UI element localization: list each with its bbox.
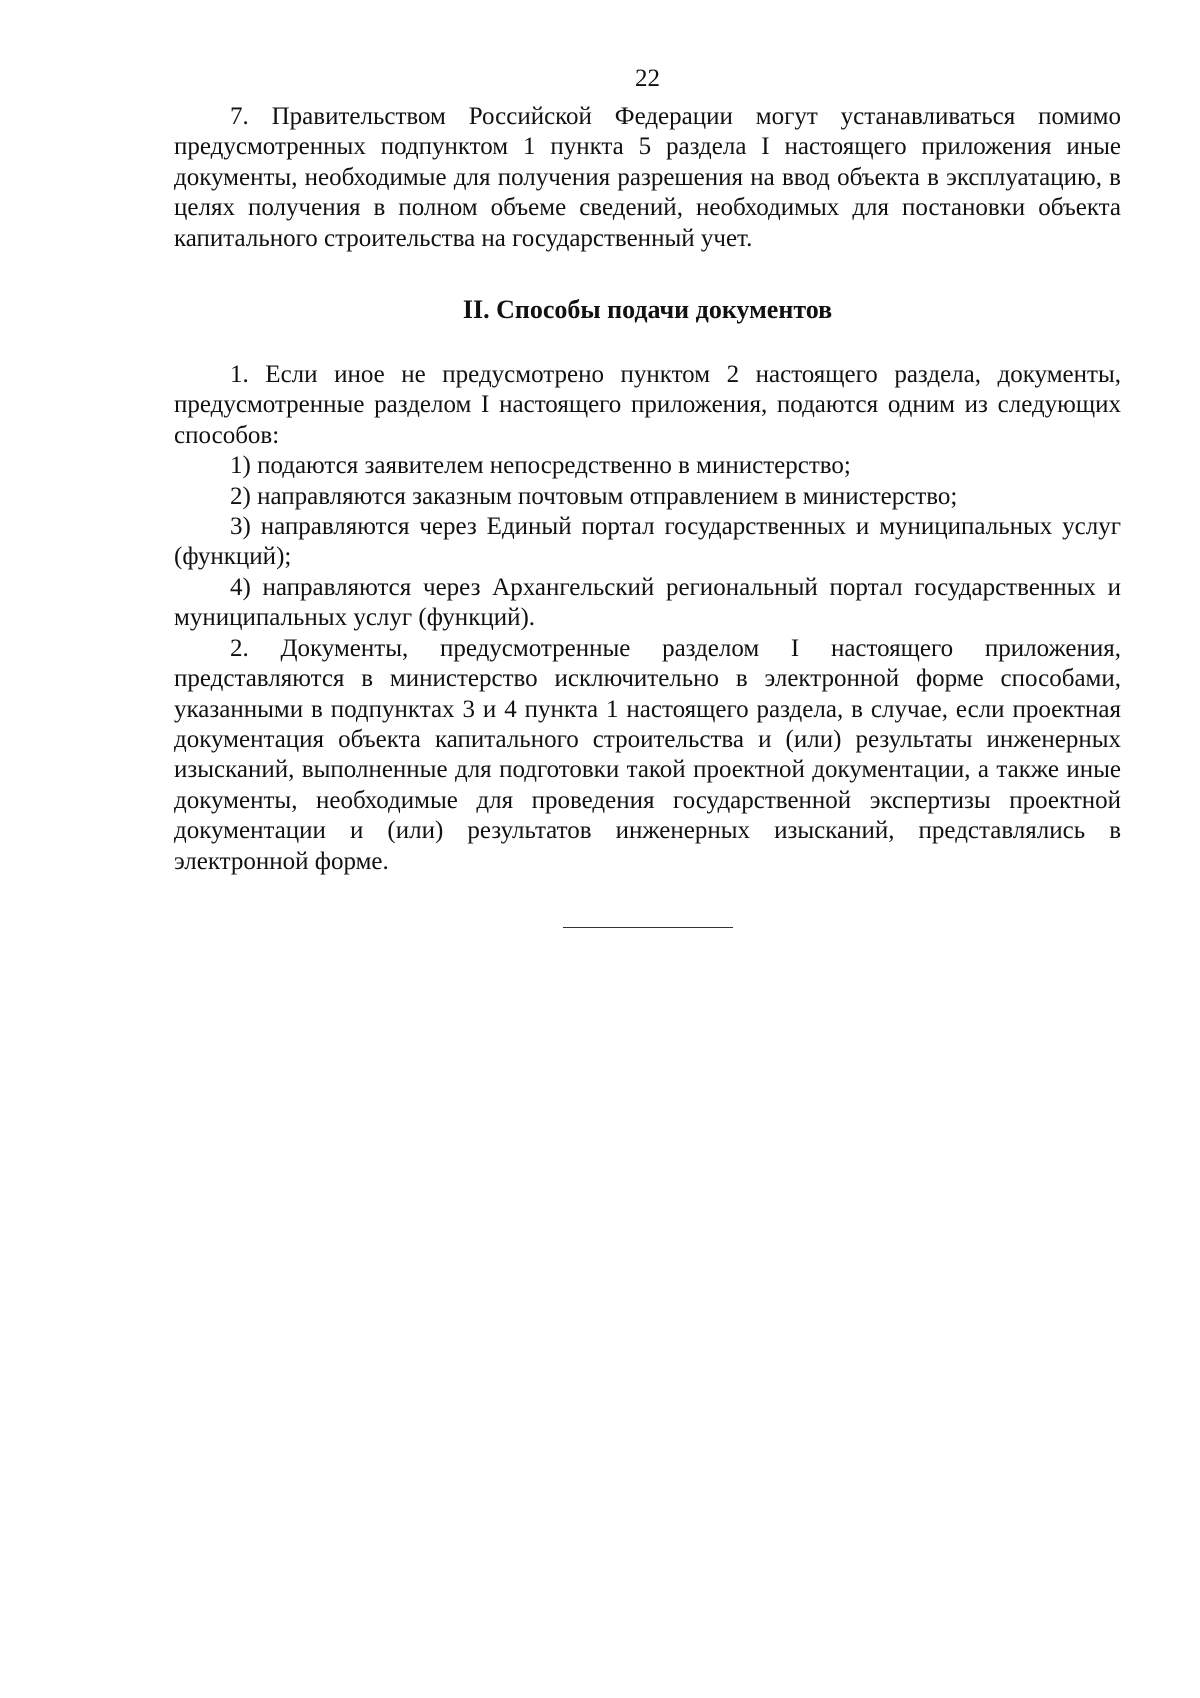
list-item-2: 2) направляются заказным почтовым отправлением в министерство;: [230, 482, 958, 510]
list-item-4: 4) направляются через Архангельский региональный портал государственных и муниципальных услуг (функций).: [174, 573, 1121, 632]
page-number: 22: [635, 65, 660, 92]
section-title: II. Способы подачи документов: [462, 295, 833, 325]
section-paragraph-2: 2. Документы, предусмотренные разделом I настоящего приложения, представляются в министерство исключительно в электронной форме способами, указанными в подпунктах 3 и 4 пункта 1 настоящего раздела, в случае, если проектная документация объекта капитального строительства и (или) результаты инженерных изысканий, выполненные для подготовки такой проектной документации, а также иные документы, необходимые для проведения государственной экспертизы проектной документации и (или) результатов инженерных изысканий, представлялись в электронной форме.: [174, 634, 1121, 875]
list-item-1: 1) подаются заявителем непосредственно в министерство;: [230, 452, 851, 480]
section-paragraph-1: 1. Если иное не предусмотрено пунктом 2 настоящего раздела, документы, предусмотренные разделом I настоящего приложения, подаются одним из следующих способов:: [174, 361, 1121, 449]
document-page: [174, 64, 1121, 928]
paragraph-7: 7. Правительством Российской Федерации могут устанавливаться помимо предусмотренных подпунктом 1 пункта 5 раздела I настоящего приложения иные документы, необходимые для получения разрешения на ввод объекта в эксплуатацию, в целях получения в полном объеме сведений, необходимых для постановки объекта капитального строительства на государственный учет.: [174, 103, 1121, 252]
end-divider: [563, 927, 733, 928]
list-item-3: 3) направляются через Единый портал государственных и муниципальных услуг (функций);: [174, 513, 1121, 571]
